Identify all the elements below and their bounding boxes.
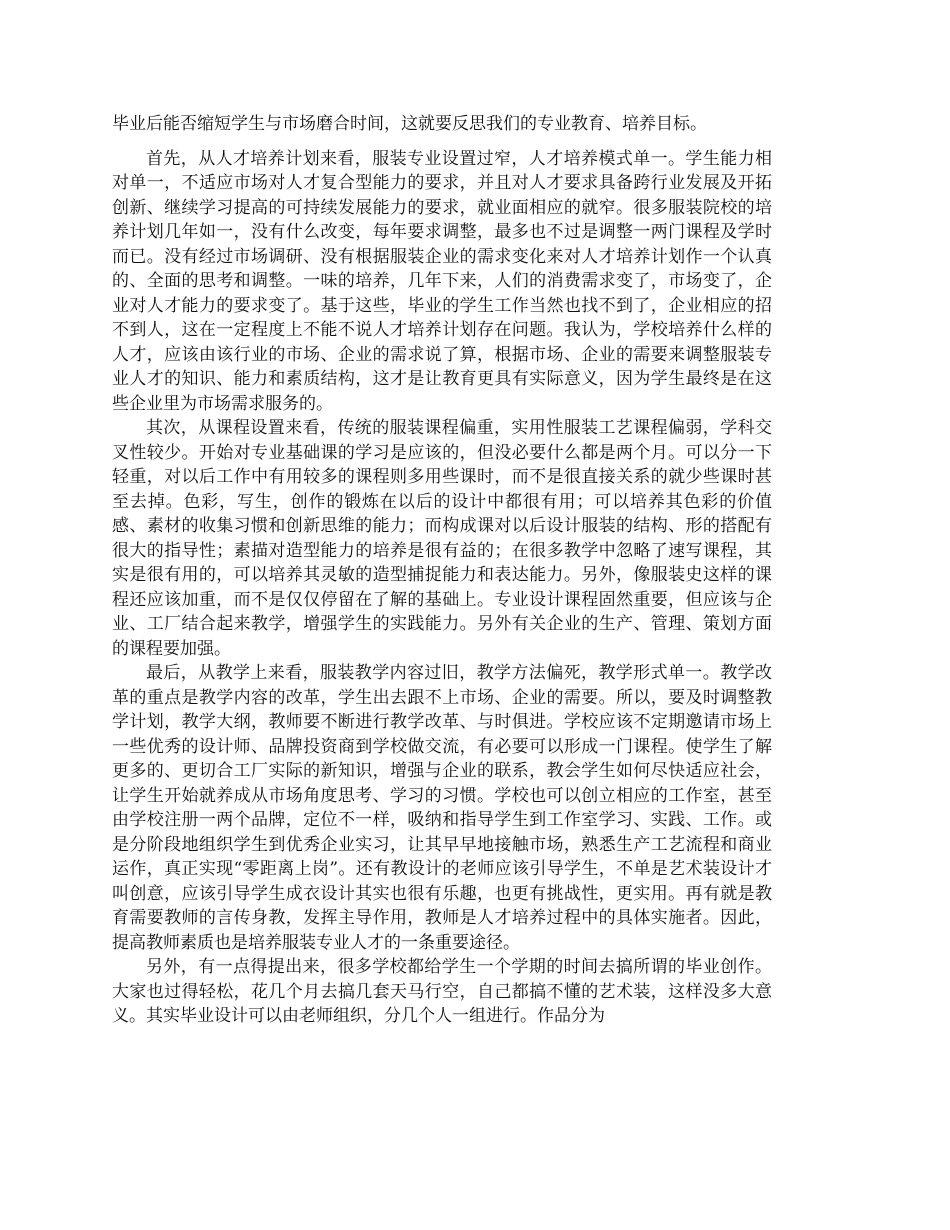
paragraph-graduation-project: 另外，有一点得提出来，很多学校都给学生一个学期的时间去搞所谓的毕业创作。大家也过得轻松，花几个月去搞几套天马行空，自己都搞不懂的艺术装，这样没多大意义。其实毕业设计可以由老师组织，分几个人一组进行。作品分为 — [112, 957, 772, 1026]
document-body — [112, 112, 772, 1029]
paragraph-course-setting: 其次，从课程设置来看，传统的服装课程偏重，实用性服装工艺课程偏弱，学科交叉性较少。开始对专业基础课的学习是应该的，但没必要什么都是两个月。可以分一下轻重，对以后工作中有用较多的课程则多用些课时，而不是很直接关系的就少些课时甚至去掉。色彩，写生，创作的锻炼在以后的设计中都很有用；可以培养其色彩的价值感、素材的收集习惯和创新思维的能力；而构成课对以后设计服装的结构、形的搭配有很大的指导性；素描对造型能力的培养是很有益的；在很多教学中忽略了速写课程，其实是很有用的，可以培养其灵敏的造型捕捉能力和表达能力。另外，像服装史这样的课程还应该加重，而不是仅仅停留在了解的基础上。专业设计课程固然重要，但应该与企业、工厂结合起来教学，增强学生的实践能力。另外有关企业的生产、管理、策划方面的课程要加强。 — [112, 418, 772, 659]
paragraph-intro-line: 毕业后能否缩短学生与市场磨合时间，这就要反思我们的专业教育、培养目标。 — [112, 114, 707, 134]
paragraph-training-plan: 首先，从人才培养计划来看，服装专业设置过窄，人才培养模式单一。学生能力相对单一，不适应市场对人才复合型能力的要求，并且对人才要求具备跨行业发展及开拓创新、继续学习提高的可持续发展能力的要求，就业面相应的就窄。很多服装院校的培养计划几年如一，没有什么改变，每年要求调整，最多也不过是调整一两门课程及学时而已。没有经过市场调研、没有根据服装企业的需求变化来对人才培养计划作一个认真的、全面的思考和调整。一味的培养，几年下来，人们的消费需求变了，市场变了，企业对人才能力的要求变了。基于这些，毕业的学生工作当然也找不到了，企业相应的招不到人，这在一定程度上不能不说人才培养计划存在问题。我认为，学校培养什么样的人才，应该由该行业的市场、企业的需求说了算，根据市场、企业的需要来调整服装专业人才的知识、能力和素质结构，这才是让教育更具有实际意义，因为学生最终是在这些企业里为市场需求服务的。 — [112, 148, 772, 414]
paragraph-teaching: 最后，从教学上来看，服装教学内容过旧，教学方法偏死，教学形式单一。教学改革的重点是教学内容的改革，学生出去跟不上市场、企业的需要。所以，要及时调整教学计划，教学大纲，教师要不断进行教学改革、与时俱进。学校应该不定期邀请市场上一些优秀的设计师、品牌投资商到学校做交流，有必要可以形成一门课程。使学生了解更多的、更切合工厂实际的新知识，增强与企业的联系，教会学生如何尽快适应社会，让学生开始就养成从市场角度思考、学习的习惯。学校也可以创立相应的工作室，甚至由学校注册一两个品牌，定位不一样，吸纳和指导学生到工作室学习、实践、工作。或是分阶段地组织学生到优秀企业实习，让其早早地接触市场，熟悉生产工艺流程和商业运作，真正实现“零距离上岗”。还有教设计的老师应该引导学生，不单是艺术装设计才叫创意，应该引导学生成衣设计其实也很有乐趣，也更有挑战性，更实用。再有就是教育需要教师的言传身教，发挥主导作用，教师是人才培养过程中的具体实施者。因此，提高教师素质也是培养服装专业人才的一条重要途径。 — [112, 663, 772, 953]
